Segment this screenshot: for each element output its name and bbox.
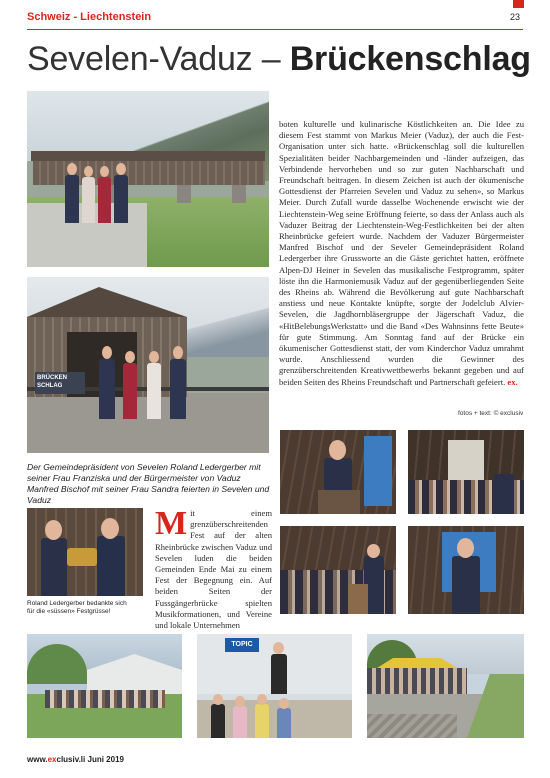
footer-issue: Juni 2019 xyxy=(87,755,124,764)
photo-bridge-entrance xyxy=(27,277,269,453)
page-title xyxy=(27,40,531,79)
footer-prefix: www. xyxy=(27,755,48,764)
photo-speaker-1 xyxy=(280,430,396,514)
photo-bridge-group xyxy=(27,91,269,267)
drop-cap: M xyxy=(155,505,188,542)
header-rule xyxy=(27,29,523,30)
photo-market-path xyxy=(367,634,524,738)
article-text: boten kulturelle und kulinarische Köstlichkeiten an. Die Idee zu diesem Fest stammt von Markus Meier (Vaduz), der auch die Fest-Organisation unter sich hatte. «Brückenschlag soll die kulturellen Spezialitäten beider Nachbargemeinden und -länder aufzeigen, das Verbindende hervorheben und so zur guten Nachbarschaft und Freundschaft beitragen. In diesem Zeichen ist auch der ökumenische Gottesdienst der Pfarreien Sevelen und Vaduz zu sehen», so Markus Meier. Durch Zufall wurde dasselbe Wochenende erwischt wie der Liechtenstein-Weg seine Eröffnung feierte, so dass der Anlass auch als Vaduzer Beitrag der Liechtenstein-Weg-Festlichkeiten bei der alten Rheinbrücke gefeiert wurde. Nachdem der Vaduzer Bürgermeister Manfred Bischof und der Seveler Gemeindepräsident Roland Ledergerber ihre Grussworte an die Gäste gerichtet hatten, eröffnete Alpen-DJ Heiner in Sevelen das musikalische Festprogramm, später löste ihn die Harmoniemusik Vaduz auf der gegenüberliegenden Seite des Rheins ab. Während die Bevölkerung auf gute Nachbarschaft anstiess und neue Kontakte knüpfte, sorgte der Jodelclub Alvier-Sevelen, die Jagdhornbläsergruppe der Jägerschaft Vaduz, die «HitBelebungsWerkstatt» und die Band «Des Wahnsinns fette Beute» für gute Stimmung. Am Sonntag fand auf der Brücke ein ökumenischer Gottesdienst statt, der vom Kinderchor Vaduz umrahmt wurde. Anschliessend wurden die Gewinner des grenzüberschreitenden Kreativwettbewerbs bekannt gegeben und auf beiden Seiten des Rheins Freundschaft und Partnerschaft gefeiert. xyxy=(279,119,524,387)
banner: BRÜCKEN SCHLAG xyxy=(35,372,85,394)
page-number-marker xyxy=(513,0,524,8)
photo-band xyxy=(280,526,396,614)
photo-speaker-2 xyxy=(408,526,524,614)
photo-children-stage xyxy=(197,634,352,738)
title-light: Sevelen-Vaduz – xyxy=(27,40,290,78)
title-bold: Brückenschlag xyxy=(289,40,531,78)
page-number: 23 xyxy=(510,12,521,22)
footer-brand: ex xyxy=(47,755,57,764)
lead-text: it einem grenzüberschreitenden Fest auf der alten Rheinbrücke zwischen Vaduz und Sevelen luden die beiden Gemeinden Ende Mai zu einem Fest der Begegnung ein. Auf beiden Seiten der Fussgängerbrücke spielten Musikformationen, und Vereine und lokale Unternehmen xyxy=(155,508,272,631)
article-body xyxy=(279,119,524,388)
section-label: Schweiz - Liechtenstein xyxy=(27,11,152,23)
footer-suffix: clusiv.li xyxy=(56,755,86,764)
photo-caption-small: Roland Ledergerber bedankte sich für die «süssen» Festgrüsse! xyxy=(27,600,127,615)
photo-tent-garden xyxy=(27,634,182,738)
footer xyxy=(27,755,124,764)
photo-credit: fotos + text: © exclusiv xyxy=(458,410,524,417)
photo-gift xyxy=(27,508,143,596)
tent-sign: TOPIC xyxy=(225,638,259,652)
article-end-mark: ex. xyxy=(507,376,518,387)
photo-crowd-bridge xyxy=(408,430,524,514)
photo-caption-main: Der Gemeindepräsident von Sevelen Roland Ledergerber mit seiner Frau Franziska und der Bürgermeister von Vaduz Manfred Bischof mit seiner Frau Sandra feierten in Sevelen und Vaduz xyxy=(27,462,270,505)
lead-paragraph xyxy=(155,505,272,631)
